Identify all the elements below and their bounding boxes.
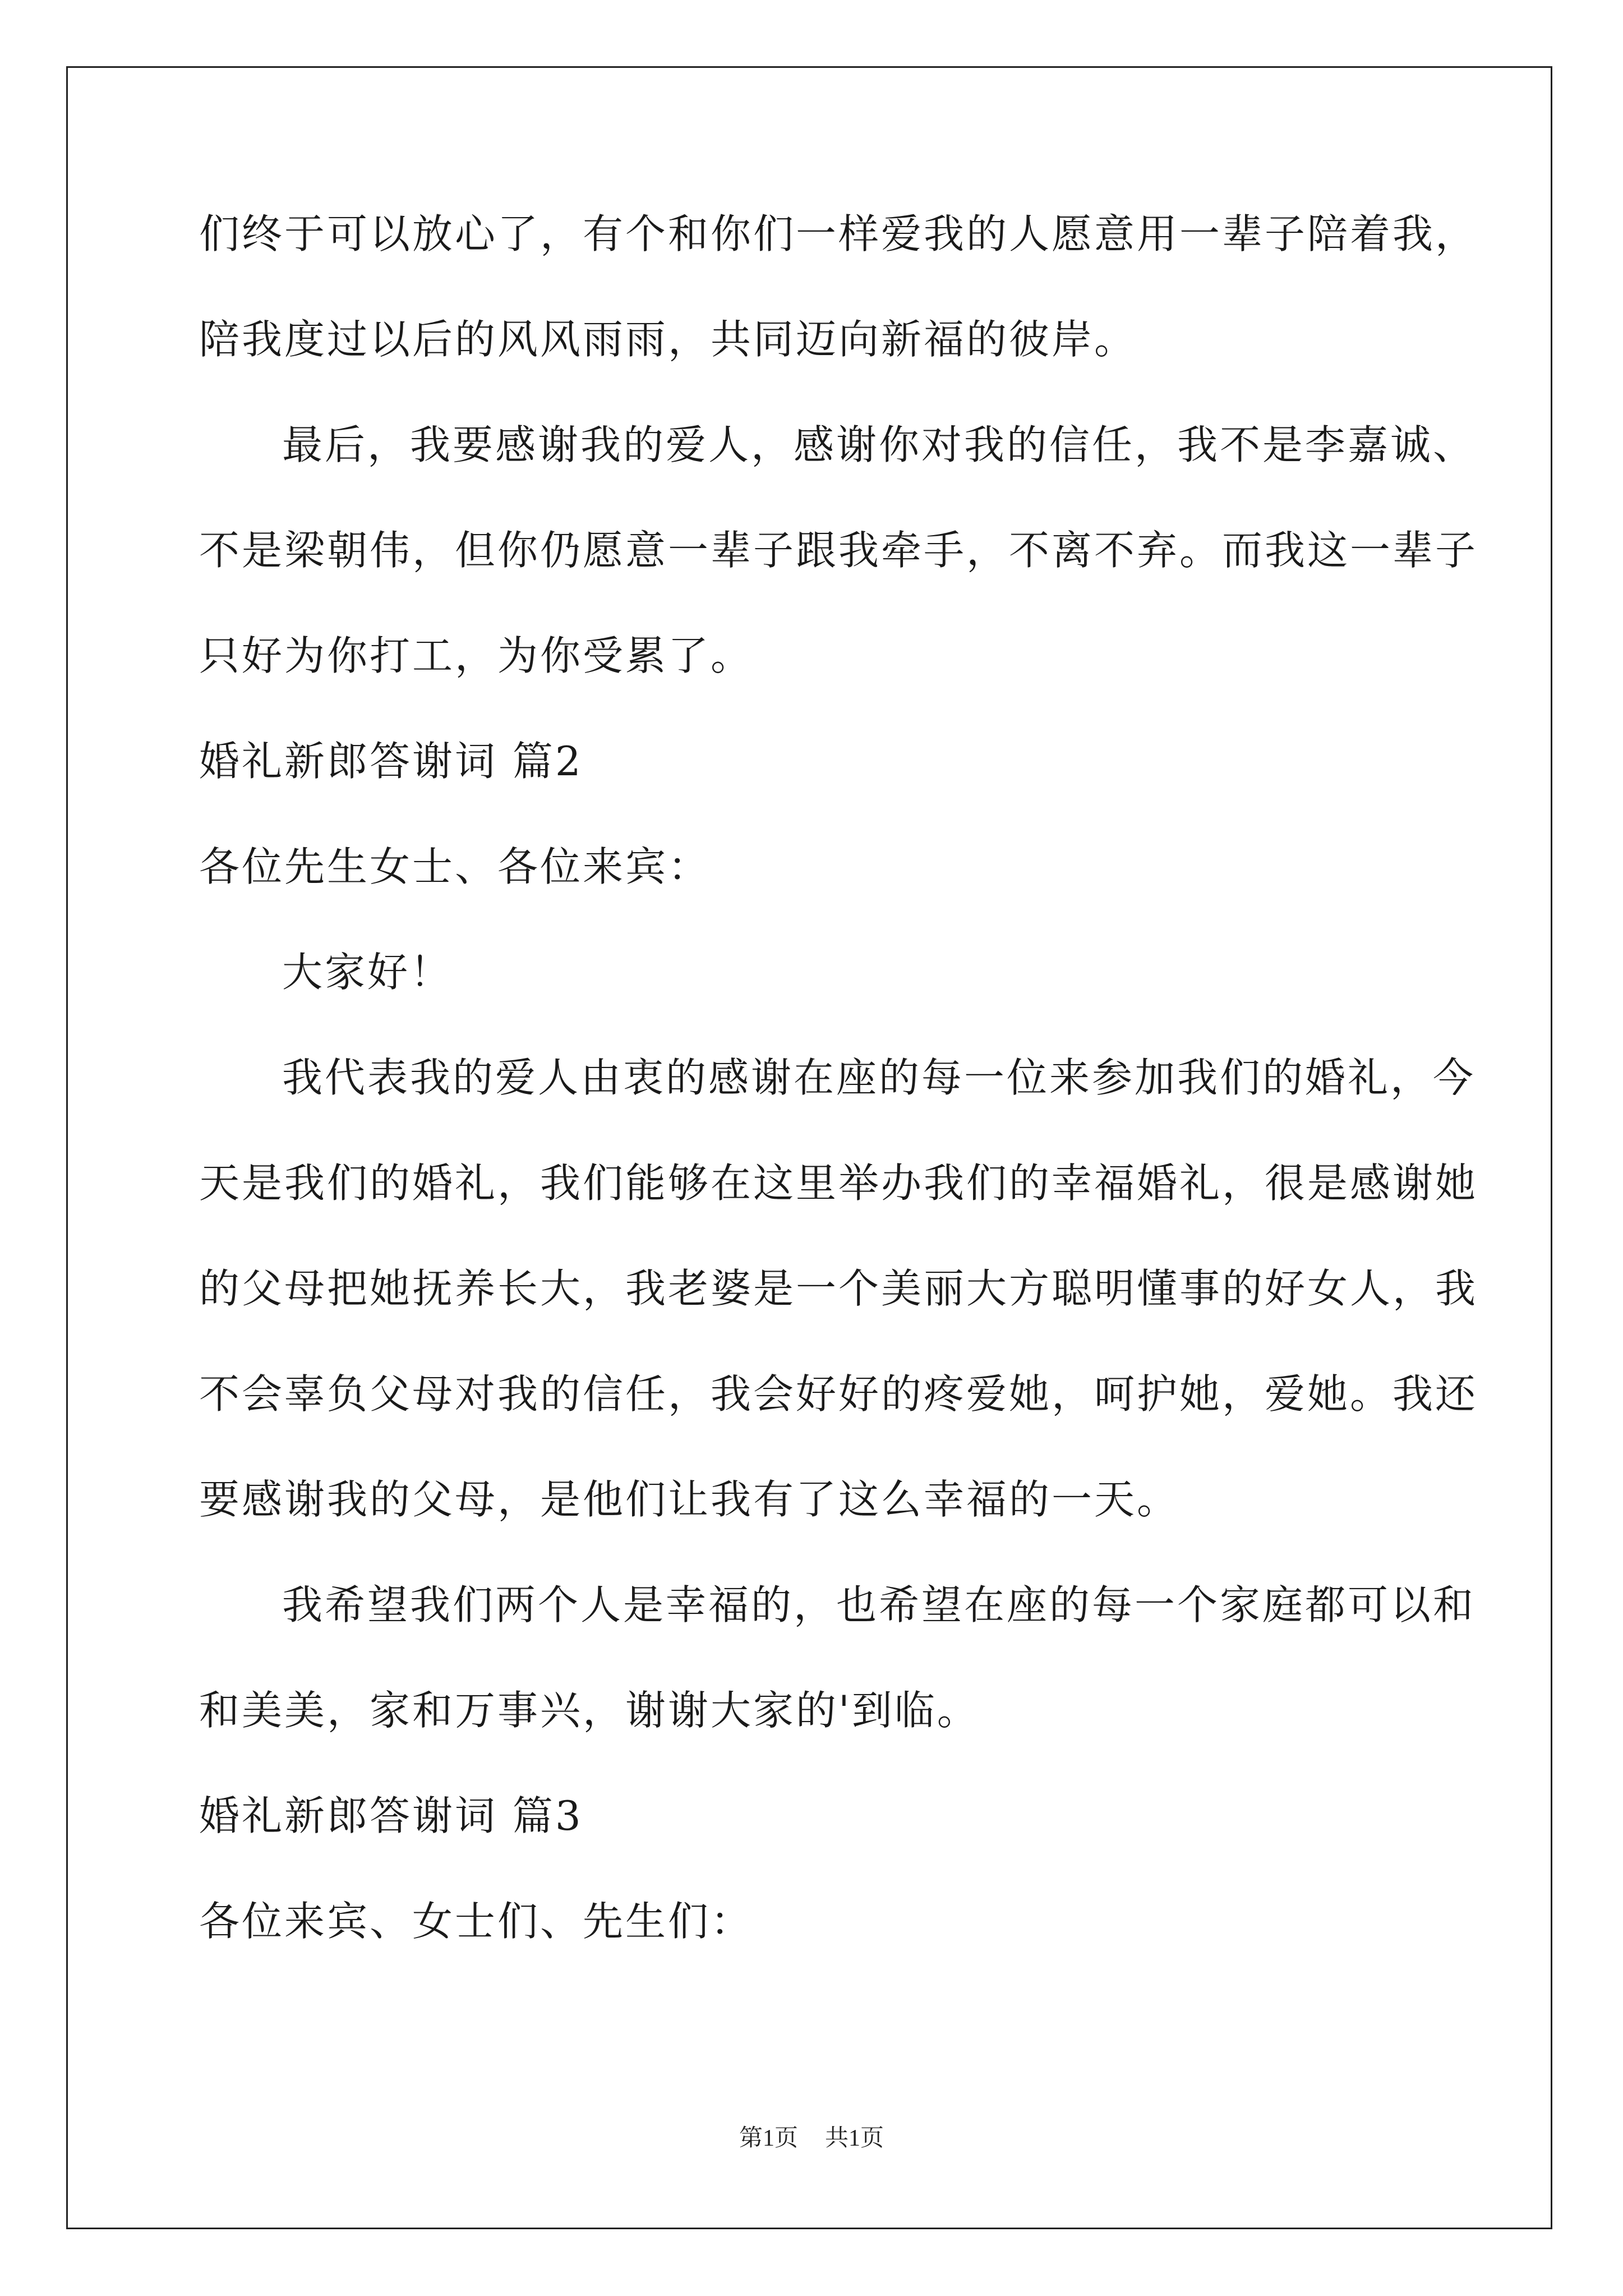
paragraph-line: 只好为你打工，为你受累了。 xyxy=(199,632,754,679)
page-footer xyxy=(0,2123,1623,2154)
greeting: 大家好！ xyxy=(282,949,453,996)
salutation: 各位来宾、女士们、先生们： xyxy=(199,1898,754,1945)
salutation: 各位先生女士、各位来宾： xyxy=(199,843,711,890)
paragraph-line: 的父母把她抚养长大，我老婆是一个美丽大方聪明懂事的好女人，我 xyxy=(199,1265,1478,1312)
section-heading: 婚礼新郎答谢词 篇2 xyxy=(199,738,583,785)
paragraph-line: 我希望我们两个人是幸福的，也希望在座的每一个家庭都可以和 xyxy=(282,1581,1476,1628)
paragraph-line: 天是我们的婚礼，我们能够在这里举办我们的幸福婚礼，很是感谢她 xyxy=(199,1159,1478,1207)
paragraph-line: 最后，我要感谢我的爱人，感谢你对我的信任，我不是李嘉诚、 xyxy=(282,421,1476,468)
paragraph-line: 不是梁朝伟，但你仍愿意一辈子跟我牵手，不离不弃。而我这一辈子 xyxy=(199,527,1478,574)
section-heading: 婚礼新郎答谢词 篇3 xyxy=(199,1792,583,1839)
page-total: 共1页 xyxy=(825,2125,884,2151)
paragraph-line: 不会辜负父母对我的信任，我会好好的疼爱她，呵护她，爱她。我还 xyxy=(199,1370,1478,1418)
paragraph-line: 们终于可以放心了，有个和你们一样爱我的人愿意用一辈子陪着我， xyxy=(199,210,1478,257)
paragraph-line: 我代表我的爱人由衷的感谢在座的每一位来参加我们的婚礼，今 xyxy=(282,1054,1476,1101)
paragraph-line: 和美美，家和万事兴，谢谢大家的'到临。 xyxy=(199,1687,980,1734)
paragraph-line: 陪我度过以后的风风雨雨，共同迈向新福的彼岸。 xyxy=(199,316,1137,363)
page-number: 第1页 xyxy=(739,2125,798,2151)
paragraph-line: 要感谢我的父母，是他们让我有了这么幸福的一天。 xyxy=(199,1476,1180,1523)
